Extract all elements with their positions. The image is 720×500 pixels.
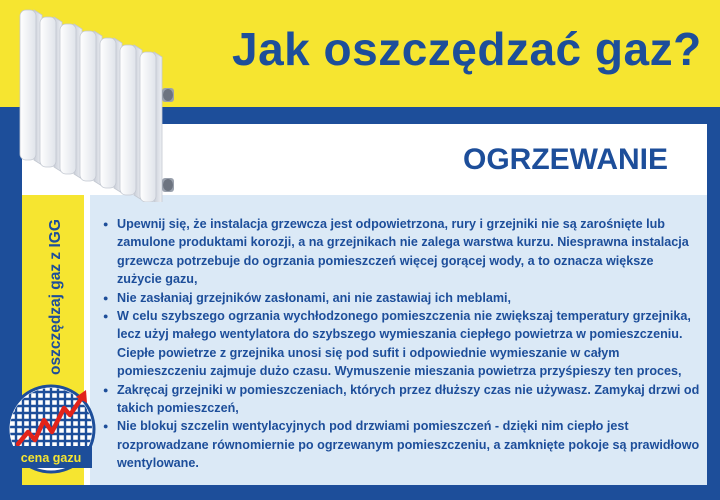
tip-item: ● Nie blokuj szczelin wentylacyjnych pod drzwiami pomieszczeń - dzięki nim ciepło jest rozprowadzane równomiernie po ogrzewanym pomieszczeniu, a zamknięte pokoje są prawidłowo wentylowane. (103, 417, 701, 472)
radiator-icon (16, 6, 188, 202)
section-title: OGRZEWANIE (463, 143, 669, 176)
logo-label: cena gazu (20, 451, 82, 465)
tip-item: ● Upewnij się, że instalacja grzewcza jest odpowietrzona, rury i grzejniki nie są zarośnięte lub zamulone produktami korozji, a na grzejnikach nie zalega warstwa kurzu. Niesprawna instalacja grzewcza potrzebuje do ogrzania pomieszczeń więcej gorącej wody, a to oznacza większe zużycie gazu, (103, 215, 701, 289)
page-title: Jak oszczędzać gaz? (232, 23, 702, 75)
tip-item: ● W celu szybszego ogrzania wychłodzonego pomieszczenia nie zwiększaj temperatury grzejnika, lecz użyj małego wentylatora do szybszego wymieszania ciepłego powietrza w pomieszczeniu. Ciepłe powietrze z grzejnika unosi się pod sufit i odpowiednie wymieszanie w całym pomieszczeniu zajmuje dużo czasu. Wymuszenie mieszania powietrza przyśpieszy ten proces, (103, 307, 701, 381)
tips-list (103, 215, 701, 473)
price-chart-icon (6, 384, 96, 474)
tip-item: ● Zakręcaj grzejniki w pomieszczeniach, których przez dłuższy czas nie używasz. Zamykaj drzwi od takich pomieszczeń, (103, 381, 701, 418)
tip-item: ● Nie zasłaniaj grzejników zasłonami, ani nie zastawiaj ich meblami, (103, 289, 701, 307)
campaign-label: oszczędzaj gaz z IGG (47, 219, 64, 375)
